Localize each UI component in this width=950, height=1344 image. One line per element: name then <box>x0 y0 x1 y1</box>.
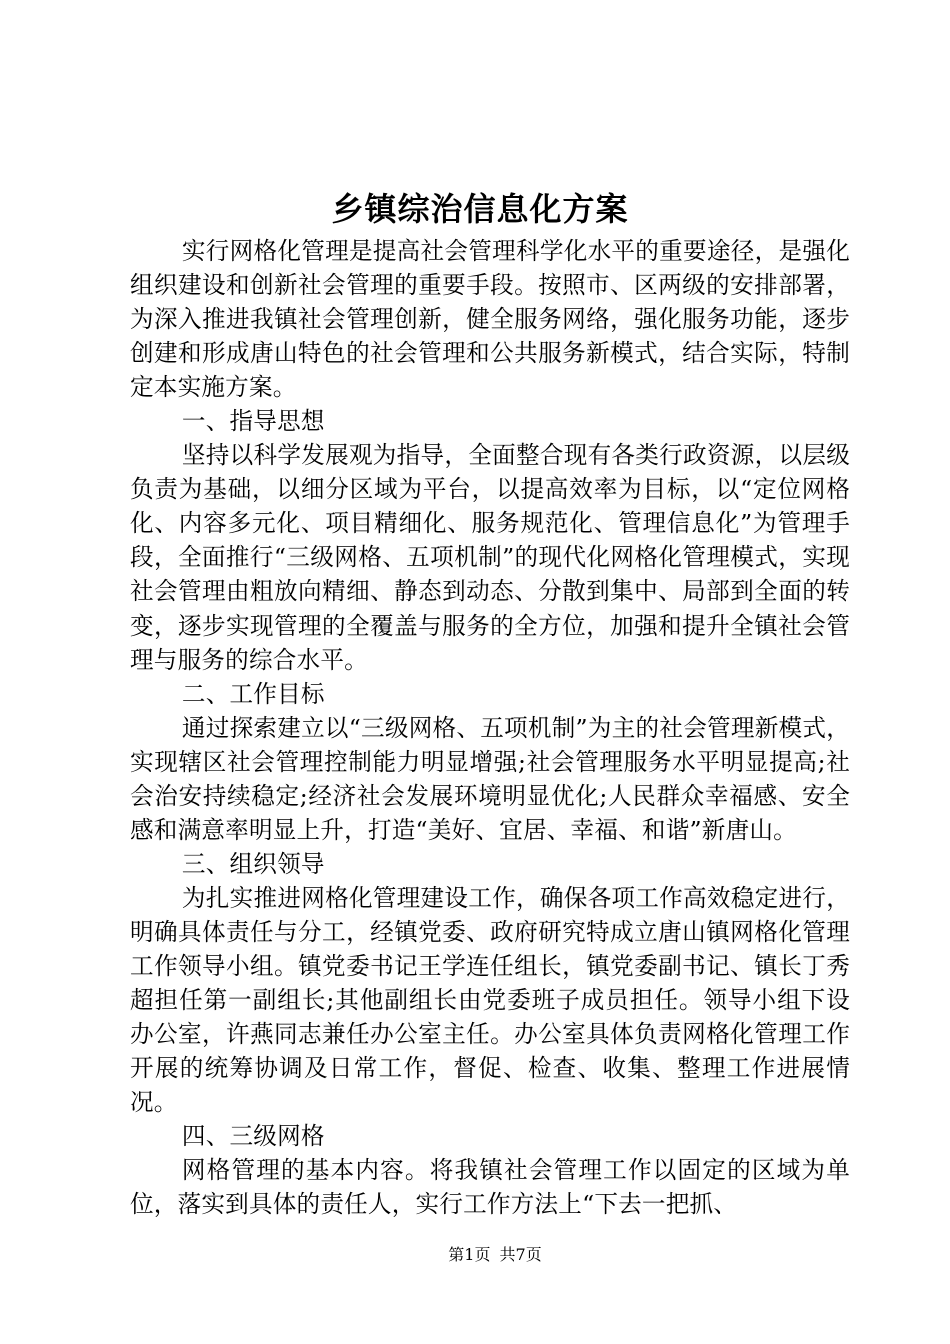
section-heading-1: 一、指导思想 <box>181 407 325 436</box>
document-title: 乡镇综治信息化方案 <box>331 190 629 228</box>
page-footer <box>0 1245 950 1265</box>
section-heading-2: 二、工作目标 <box>181 679 325 708</box>
document-body <box>130 234 850 1221</box>
paragraph-leadership: 为扎实推进网格化管理建设工作，确保各项工作高效稳定进行，明确具体责任与分工，经镇党委、政府研究特成立唐山镇网格化管理工作领导小组。镇党委书记王学连任组长，镇党委副书记、镇长丁秀超担任第一副组长;其他副组长由党委班子成员担任。领导小组下设办公室，许燕同志兼任办公室主任。办公室具体负责网格化管理工作开展的统筹协调及日常工作，督促、检查、收集、整理工作进展情况。 <box>130 883 850 1117</box>
page-number: 第1页 <box>448 1245 491 1264</box>
paragraph-guiding-ideology: 坚持以科学发展观为指导，全面整合现有各类行政资源，以层级负责为基础，以细分区域为平台，以提高效率为目标，以“定位网格化、内容多元化、项目精细化、服务规范化、管理信息化”为管理手段，全面推行“三级网格、五项机制”的现代化网格化管理模式，实现社会管理由粗放向精细、静态到动态、分散到集中、局部到全面的转变，逐步实现管理的全覆盖与服务的全方位，加强和提升全镇社会管理与服务的综合水平。 <box>130 441 850 674</box>
page-total: 共7页 <box>499 1245 542 1264</box>
paragraph-work-goals: 通过探索建立以“三级网格、五项机制”为主的社会管理新模式，实现辖区社会管理控制能力明显增强;社会管理服务水平明显提高;社会治安持续稳定;经济社会发展环境明显优化;人民群众幸福感、安全感和满意率明显上升，打造“美好、宜居、幸福、和谐”新唐山。 <box>130 713 850 844</box>
section-heading-3: 三、组织领导 <box>181 849 325 878</box>
paragraph-three-level-grid: 网格管理的基本内容。将我镇社会管理工作以固定的区域为单位，落实到具体的责任人，实行工作方法上“下去一把抓、 <box>130 1156 850 1219</box>
section-heading-4: 四、三级网格 <box>181 1122 325 1151</box>
paragraph-intro: 实行网格化管理是提高社会管理科学化水平的重要途径，是强化组织建设和创新社会管理的重要手段。按照市、区两级的安排部署，为深入推进我镇社会管理创新，健全服务网络，强化服务功能，逐步创建和形成唐山特色的社会管理和公共服务新模式，结合实际，特制定本实施方案。 <box>130 237 850 402</box>
